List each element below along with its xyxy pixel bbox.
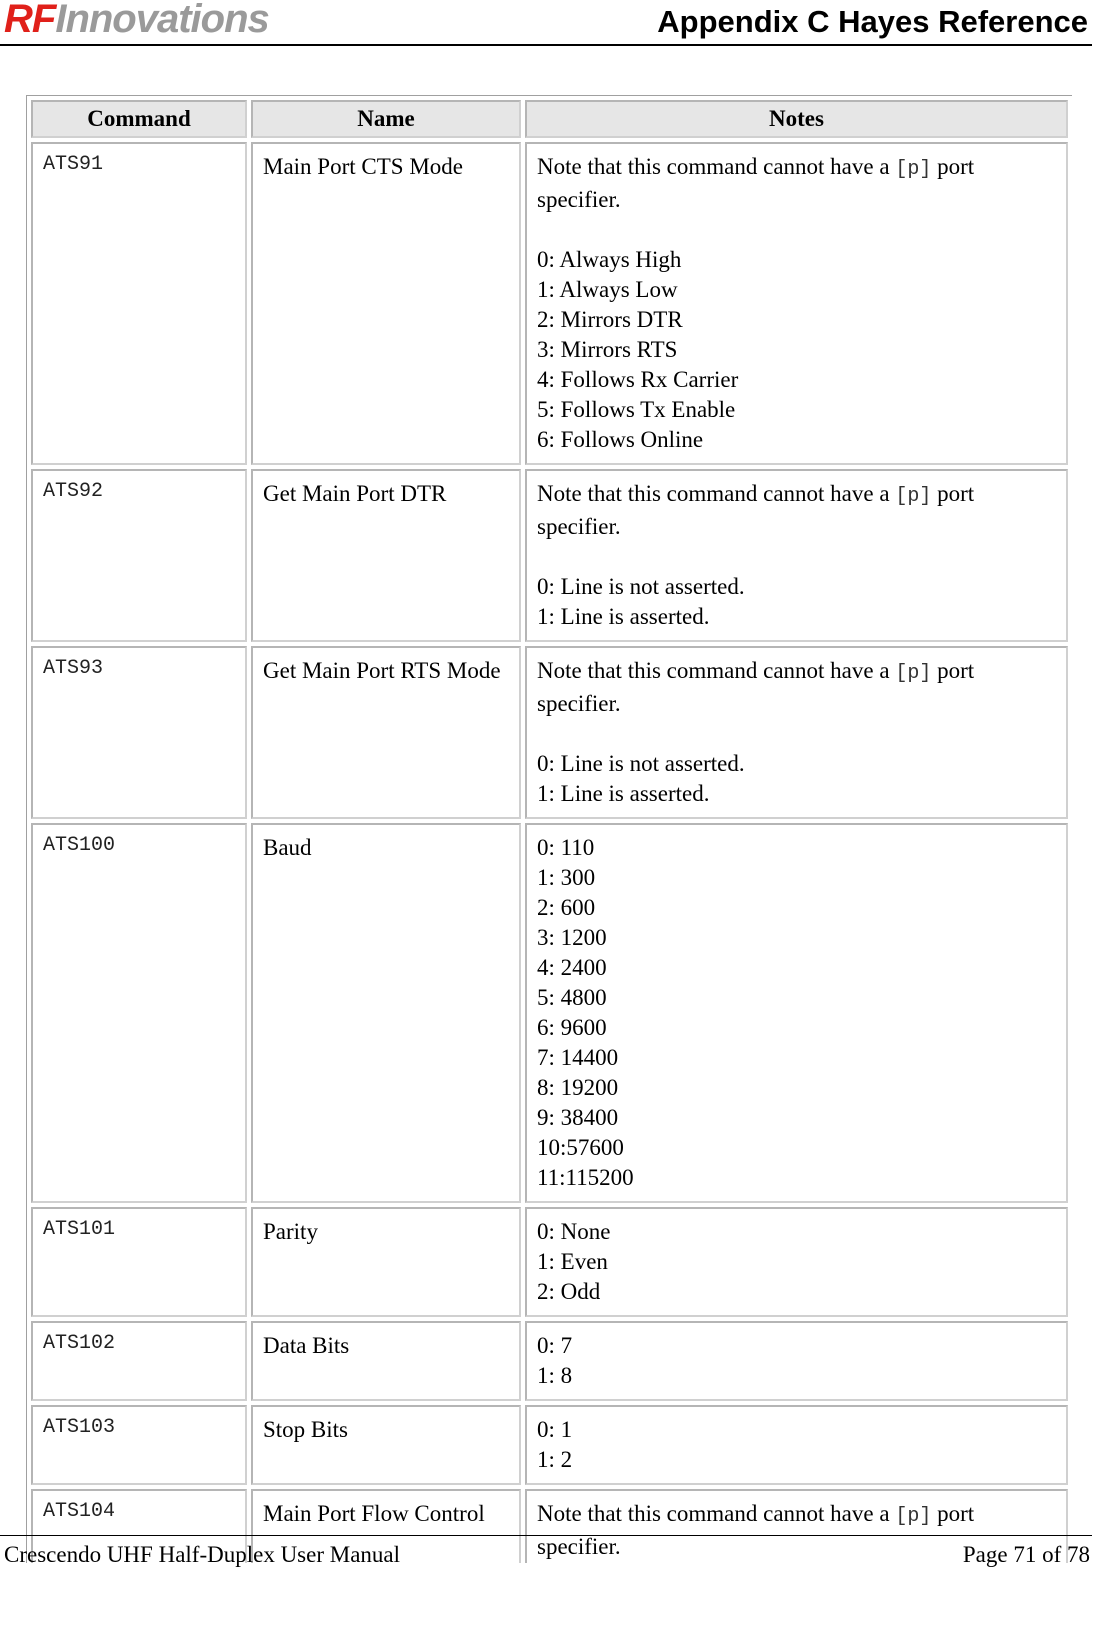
notes-cell bbox=[525, 1207, 1068, 1317]
notes-cell: Note that this command cannot have a [p] port specifier. 0: Line is not asserted. 1: Line is asserted. bbox=[525, 646, 1068, 819]
column-header-notes: Notes bbox=[525, 100, 1068, 138]
value-option: 0: None bbox=[537, 1219, 611, 1244]
table-row bbox=[31, 1405, 1068, 1485]
page-title: Appendix C Hayes Reference bbox=[657, 4, 1088, 39]
name-cell: Data Bits bbox=[251, 1321, 521, 1401]
value-option: 11:115200 bbox=[537, 1165, 634, 1190]
value-option: 10:57600 bbox=[537, 1135, 624, 1160]
value-option: 7: 14400 bbox=[537, 1045, 619, 1070]
command-cell: ATS104 bbox=[31, 1489, 247, 1563]
table-row bbox=[31, 1321, 1068, 1401]
value-option: 3: 1200 bbox=[537, 925, 607, 950]
table-row bbox=[31, 469, 1068, 642]
value-option: 4: 2400 bbox=[537, 955, 607, 980]
value-option: 1: 2 bbox=[537, 1447, 573, 1472]
port-specifier-note: Note that this command cannot have a [p] port bbox=[537, 154, 975, 181]
column-header-command: Command bbox=[31, 100, 247, 138]
value-option: 1: Line is asserted. bbox=[537, 604, 710, 629]
value-option: 0: 110 bbox=[537, 835, 595, 860]
value-option: 6: Follows Online bbox=[537, 427, 704, 452]
name-cell: Parity bbox=[251, 1207, 521, 1317]
command-cell: ATS101 bbox=[31, 1207, 247, 1317]
notes-cell bbox=[525, 1321, 1068, 1401]
command-cell: ATS100 bbox=[31, 823, 247, 1203]
value-option: 5: 4800 bbox=[537, 985, 607, 1010]
value-option: 6: 9600 bbox=[537, 1015, 607, 1040]
name-cell: Get Main Port RTS Mode bbox=[251, 646, 521, 819]
table-header-row bbox=[31, 100, 1068, 138]
command-cell: ATS102 bbox=[31, 1321, 247, 1401]
value-option: 2: Mirrors DTR bbox=[537, 307, 683, 332]
value-option: 4: Follows Rx Carrier bbox=[537, 367, 739, 392]
command-cell: ATS91 bbox=[31, 142, 247, 465]
page-footer bbox=[0, 1535, 1092, 1626]
command-cell: ATS93 bbox=[31, 646, 247, 819]
value-option: 0: Always High bbox=[537, 247, 682, 272]
port-specifier-code: [p] bbox=[895, 485, 932, 508]
page-number: Page 71 of 78 bbox=[962, 1542, 1090, 1567]
manual-name: Crescendo UHF Half-Duplex User Manual bbox=[4, 1542, 401, 1567]
value-option: 0: Line is not asserted. bbox=[537, 574, 745, 599]
value-option: 0: 1 bbox=[537, 1417, 573, 1442]
port-specifier-note: Note that this command cannot have a [p] port bbox=[537, 1501, 975, 1528]
value-option: 1: Line is asserted. bbox=[537, 781, 710, 806]
page-header bbox=[0, 0, 1092, 46]
name-cell: Get Main Port DTR bbox=[251, 469, 521, 642]
notes-cell: Note that this command cannot have a [p] port specifier. 0: Line is not asserted. 1: Line is asserted. bbox=[525, 469, 1068, 642]
rfinnovations-logo: RFInnovations bbox=[4, 0, 269, 41]
value-option: 0: Line is not asserted. bbox=[537, 751, 745, 776]
notes-cell: Note that this command cannot have a [p] port specifier. 0: Always High 1: Always Low 2: Mirrors DTR 3: Mirrors RTS 4: Follows Rx Carrier 5: Follows Tx Enable 6: Follows Online bbox=[525, 142, 1068, 465]
name-cell: Baud bbox=[251, 823, 521, 1203]
notes-cell bbox=[525, 1405, 1068, 1485]
value-option: 3: Mirrors RTS bbox=[537, 337, 678, 362]
port-specifier-note: Note that this command cannot have a [p] port bbox=[537, 481, 975, 508]
port-specifier-note: Note that this command cannot have a [p] port bbox=[537, 658, 975, 685]
column-header-name: Name bbox=[251, 100, 521, 138]
port-specifier-code: [p] bbox=[895, 1505, 932, 1528]
value-option: 9: 38400 bbox=[537, 1105, 619, 1130]
port-specifier-code: [p] bbox=[895, 158, 932, 181]
value-option: 0: 7 bbox=[537, 1333, 573, 1358]
value-option: 2: 600 bbox=[537, 895, 596, 920]
name-cell: Main Port CTS Mode bbox=[251, 142, 521, 465]
notes-cell: Note that this command cannot have a [p] port specifier. bbox=[525, 1489, 1068, 1563]
port-specifier-code: [p] bbox=[895, 662, 932, 685]
value-option: 1: Even bbox=[537, 1249, 608, 1274]
table-row bbox=[31, 823, 1068, 1203]
table-body bbox=[31, 142, 1068, 1563]
name-cell: Stop Bits bbox=[251, 1405, 521, 1485]
table-row bbox=[31, 142, 1068, 465]
notes-cell bbox=[525, 823, 1068, 1203]
command-cell: ATS103 bbox=[31, 1405, 247, 1485]
hayes-reference-table bbox=[26, 95, 1072, 1563]
table-row bbox=[31, 1207, 1068, 1317]
value-option: 8: 19200 bbox=[537, 1075, 619, 1100]
command-cell: ATS92 bbox=[31, 469, 247, 642]
name-cell: Main Port Flow Control bbox=[251, 1489, 521, 1563]
value-option: 5: Follows Tx Enable bbox=[537, 397, 736, 422]
value-option: 1: Always Low bbox=[537, 277, 678, 302]
value-option: 1: 300 bbox=[537, 865, 596, 890]
value-option: 2: Odd bbox=[537, 1279, 601, 1304]
table-row bbox=[31, 646, 1068, 819]
value-option: 1: 8 bbox=[537, 1363, 573, 1388]
